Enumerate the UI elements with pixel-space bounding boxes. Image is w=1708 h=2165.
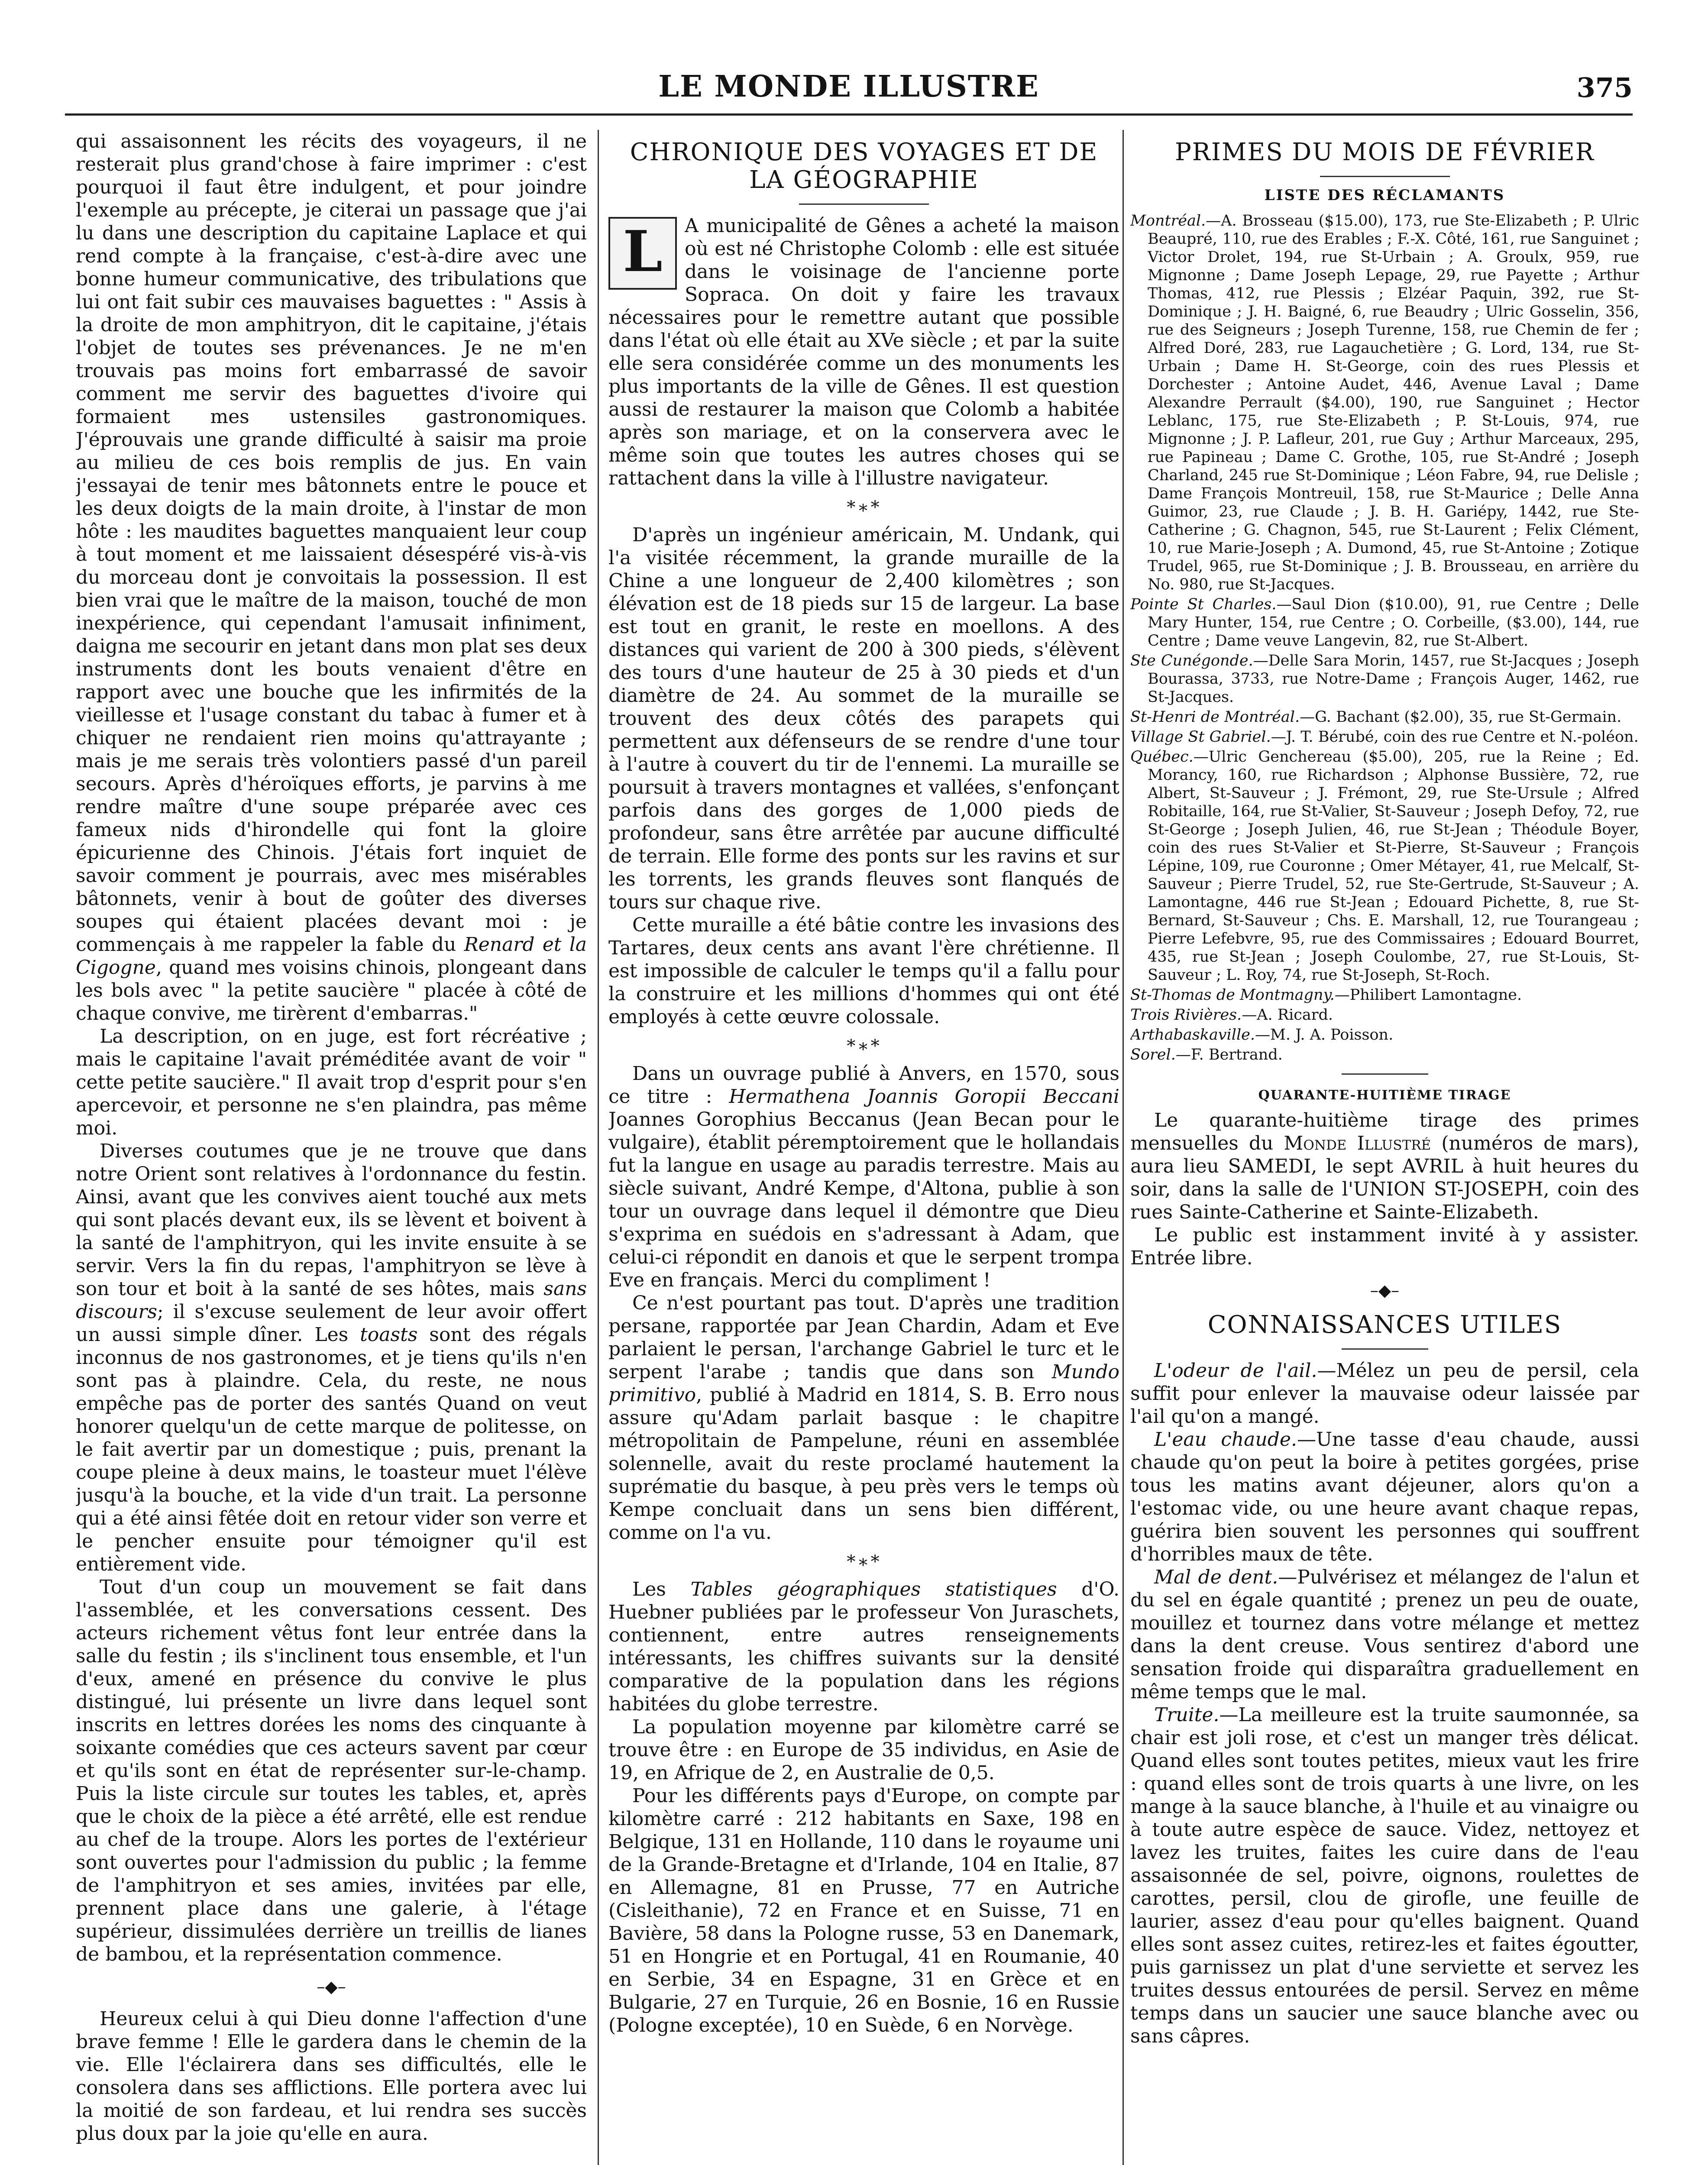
list-item: Québec.—Ulric Genchereau ($5.00), 205, rue la Reine ; Ed. Morancy, 160, rue Richardson ; Alphonse Bussière, 72, rue Albert, St-Sauveur ; J. Frémont, 29, rue Ste-Ursule ; Alfred Robitaille, 164, rue St-Valier, St-Sauveur ; Joseph Defoy, 72, rue St-George ; Joseph Julien, 46, rue St-Jean ; Théodule Boyer, coin des rues St-Valier et St-Pierre, St-Sauveur ; François Lépine, 109, rue Couronne ; Omer Métayer, 41, rue Melcalf, St-Sauveur ; Pierre Trudel, 52, rue Ste-Gertrude, St-Sauveur ; A. Lamontagne, 446 rue St-Jean ; Edouard Pichette, 8, rue St-Bernard, St-Sauveur ; Chs. E. Marshall, 12, rue Tourangeau ; Pierre Lefebvre, 95, rue des Commissaires ; Edouard Bourret, 435, rue St-Jean ; Joseph Coulombe, 27, rue St-Louis, St-Sauveur ; L. Roy, 74, rue St-Joseph, St-Roch. xyxy=(1130,748,1639,984)
page-header xyxy=(65,52,1633,113)
ornament-divider: –◆– xyxy=(317,1977,346,1996)
heading-rule xyxy=(1342,1348,1428,1350)
article-paragraph: Diverses coutumes que je ne trouve que dans notre Orient sont relatives à l'ordonnance du festin. Ainsi, avant que les convives aient touché aux mets qui sont placés devant eux, ils se lèvent et boivent à la santé de l'amphitryon, qui les invite ensuite à se servir. Vers la fin du repas, l'amphitryon se lève à son tour et boit à la santé de ses hôtes, mais sans discours; il s'excuse seulement de leur avoir offert un aussi simple dîner. Les toasts sont des régals inconnus de nos gastronomes, et je tiens qu'ils n'en sont pas à plaindre. Cela, du reste, ne nous empêche pas de porter des santés Quand on veut honorer quelqu'un de cette marque de politesse, on le fait avertir par un domestique ; puis, prenant la coupe pleine à deux mains, le toasteur muet l'élève jusqu'à la bouche, et la vide d'un trait. La personne qui a été ainsi fêtée doit en retour vider son verre et le pencher ensuite pour témoigner qu'il est entièrement vide. xyxy=(76,1140,587,1575)
list-item: Ste Cunégonde.—Delle Sara Morin, 1457, rue St-Jacques ; Joseph Bourassa, 3733, rue Notre-Dame ; François Auger, 1462, rue St-Jacques. xyxy=(1130,652,1639,706)
article-paragraph: Le quarante-huitième tirage des primes mensuelles du Monde Illustré (numéros de mars), aura lieu SAMEDI, le sept AVRIL à huit heures du soir, dans la salle de l'UNION ST-JOSEPH, coin des rues Sainte-Catherine et Sainte-Elizabeth. xyxy=(1130,1109,1639,1223)
list-item: Sorel.—F. Bertrand. xyxy=(1130,1046,1283,1063)
page-number: 375 xyxy=(1576,72,1633,103)
tip-paragraph: L'odeur de l'ail.—Mélez un peu de persil, cela suffit pour enlever la mauvaise odeur laissée par l'ail qu'on a mangé. xyxy=(1130,1360,1639,1428)
article-paragraph: A municipalité de Gênes a acheté la maison où est né Christophe Colomb : elle est située dans le voisinage de l'ancienne porte Sopraca. On doit y faire les travaux nécessaires pour le remettre autant que possible dans l'état où elle était au XVe siècle ; et par la suite elle sera considérée comme un des monuments les plus importants de la ville de Gênes. Il est question aussi de restaurer la maison que Colomb a habitée après son mariage, et on la conservera avec le même soin que toutes les autres choses qui se rattachent dans la ville à l'illustre navigateur. xyxy=(608,215,1119,489)
column-1 xyxy=(76,130,587,2165)
ornament-divider: –◆– xyxy=(1370,1281,1400,1300)
section-heading-connaissances: CONNAISSANCES UTILES xyxy=(1207,1311,1562,1339)
list-item: St-Henri de Montréal.—G. Bachant ($2.00), 35, rue St-Germain. xyxy=(1130,708,1622,726)
list-item: Pointe St Charles.—Saul Dion ($10.00), 91, rue Centre ; Delle Mary Hunter, 154, rue Centre ; O. Corbeille, ($3.00), 144, rue Centre ; Dame veuve Langevin, 82, rue St-Albert. xyxy=(1130,596,1639,650)
article-paragraph: Le public est instamment invité à y assister. Entrée libre. xyxy=(1130,1224,1639,1269)
column-rule-2 xyxy=(1122,130,1124,2165)
article-paragraph: Dans un ouvrage publié à Anvers, en 1570, sous ce titre : Hermathena Joannis Goropii Beccani Joannes Gorophius Beccanus (Jean Becan pour le vulgaire), établit péremptoirement que le hollandais fut la langue en usage au paradis terrestre. Mais au siècle suivant, André Kempe, d'Altona, publie à son tour un ouvrage dans lequel il démontre que Dieu s'exprima en suédois en s'adressant à Adam, que celui-ci répondit en danois et que le serpent trompa Eve en français. Merci du compliment ! xyxy=(608,1063,1119,1291)
article-paragraph: Pour les différents pays d'Europe, on compte par kilomètre carré : 212 habitants en Saxe, 198 en Belgique, 131 en Hollande, 110 dans le royaume uni de la Grande-Bretagne et d'Irlande, 104 en Italie, 87 en Allemagne, 81 en Prusse, 77 en Autriche (Cisleithanie), 72 en France et en Suisse, 71 en Bavière, 58 dans la Pologne russe, 53 en Danemark, 51 en Hongrie et en Portugal, 41 en Roumanie, 40 en Serbie, 34 en Espagne, 31 en Grèce et en Bulgarie, 27 en Turquie, 26 en Bosnie, 16 en Russie (Pologne exceptée), 10 en Suède, 6 en Norvège. xyxy=(608,1785,1119,2036)
article-paragraph: D'après un ingénieur américain, M. Undank, qui l'a visitée récemment, la grande muraille de la Chine a une longueur de 2,400 kilomètres ; son élévation est de 18 pieds sur 15 de largeur. La base est tout en granit, le reste en moellons. A des distances qui varient de 200 à 300 pieds, s'élèvent des tours d'une hauteur de 25 à 30 pieds et d'un diamètre de 24. Au sommet de la muraille se trouvent des deux côtés des parapets qui permettent aux défenseurs de se rendre d'une tour à l'autre à couvert du tir de l'ennemi. La muraille se poursuit à travers montagnes et vallées, s'enfonçant parfois dans des gorges de 1,000 pieds de profondeur, sans être arrêtée par aucune difficulté de terrain. Elle forme des ponts sur les ravins et sur les torrents, les grands fleuves sont flanqués de tours sur chaque rive. xyxy=(608,524,1119,913)
article-paragraph: La population moyenne par kilomètre carré se trouve être : en Europe de 35 individus, en Asie de 19, en Afrique de 2, en Australie de 0,5. xyxy=(608,1716,1119,1784)
article-paragraph: Les Tables géographiques statistiques d'O. Huebner publiées par le professeur Von Juraschets, contiennent, entre autres renseignements intéressants, les chiffres suivants sur la densité comparative de la population dans les régions habitées du globe terrestre. xyxy=(608,1578,1119,1715)
heading-rule xyxy=(1320,176,1450,177)
section-rule xyxy=(1342,1073,1428,1075)
tip-paragraph: Mal de dent.—Pulvérisez et mélangez de l'alun et du sel en égale quantité ; prenez un peu de ouate, mouillez et tournez dans votre mélange et mettez dans la dent creuse. Vous sentirez d'abord une sensation froide qui disparaîtra graduellement en même temps que le mal. xyxy=(1130,1566,1639,1703)
article-paragraph: Heureux celui à qui Dieu donne l'affection d'une brave femme ! Elle le gardera dans le chemin de la vie. Elle l'éclairera dans ses difficultés, elle le consolera dans ses afflictions. Elle portera avec lui la moitié de son fardeau, et lui rendra ses succès plus doux par la joie qu'elle en aura. xyxy=(76,2008,587,2145)
section-heading-chronique: CHRONIQUE DES VOYAGES ET DE LA GÉOGRAPHIE xyxy=(630,138,1098,194)
list-item: Montréal.—A. Brosseau ($15.00), 173, rue Ste-Elizabeth ; P. Ulric Beaupré, 110, rue des Erables ; F.-X. Côté, 161, rue Sanguinet ; Victor Drolet, 194, rue St-Urbain ; A. Groulx, 959, rue Mignonne ; Dame Joseph Lepage, 29, rue Payette ; Arthur Thomas, 412, rue Plessis ; Elzéar Paquin, 392, rue St-Dominique ; J. H. Baigné, 6, rue Beaudry ; Ulric Gosselin, 356, rue des Seigneurs ; Joseph Turenne, 158, rue Chemin de fer ; Alfred Doré, 283, rue Lagauchetière ; G. Lord, 134, rue St-Urbain ; Dame H. St-George, coin des rues Plessis et Dorchester ; Antoine Audet, 446, Avenue Laval ; Dame Alexandre Perrault ($4.00), 190, rue Sanguinet ; Hector Leblanc, 175, rue Ste-Elizabeth ; P. St-Louis, 974, rue Mignonne ; J. P. Lafleur, 201, rue Guy ; Arthur Marceaux, 295, rue Papineau ; Dame C. Grothe, 105, rue St-André ; Joseph Charland, 245 rue St-Dominique ; Léon Fabre, 94, rue Delisle ; Dame François Montreuil, 158, rue St-Maurice ; Delle Anna Guimor, 23, rue Claude ; J. B. H. Gariépy, 1442, rue Ste-Catherine ; G. Chagnon, 545, rue St-Laurent ; Felix Clément, 10, rue Marie-Joseph ; A. Dumond, 45, rue St-Antoine ; Zotique Trudel, 965, rue St-Dominique ; J. B. Brousseau, en arrière du No. 980, rue St-Jacques. xyxy=(1130,212,1639,593)
journal-title: LE MONDE ILLUSTRE xyxy=(658,69,1039,104)
subheading-reclamants: LISTE DES RÉCLAMANTS xyxy=(1264,187,1505,204)
dropcap-ornament: L xyxy=(608,217,677,290)
heading-rule xyxy=(799,204,929,205)
lead-paragraph xyxy=(608,214,1119,490)
tip-paragraph: Truite.—La meilleure est la truite saumonnée, sa chair est joli rose, et c'est un manger très délicat. Quand elles sont toutes petites, mieux vaut les frire : quand elles sont de trois quarts à une livre, on les mange à la sauce blanche, à l'huile et au vinaigre ou à toute autre espèce de sauce. Videz, nettoyez et lavez les truites, faites les cuire dans de l'eau assaisonnée de sel, poivre, oignons, roulettes de carottes, persil, clou de girofle, une feuille de laurier, assez d'eau pour qu'elles baignent. Quand elles sont assez cuites, retirez-les et faites égoutter, puis garnissez un plat d'une serviette et servez les truites dessus entourées de persil. Servez en même temps dans un saucier une sauce blanche avec ou sans câpres. xyxy=(1130,1704,1639,2047)
article-paragraph: qui assaisonnent les récits des voyageurs, il ne resterait plus grand'chose à faire imprimer : c'est pourquoi il faut être indulgent, et pour joindre l'exemple au précepte, je citerai un passage que j'ai lu dans une description du capitaine Laplace et qui rend compte à la française, c'est-à-dire avec une bonne humeur communicative, des tribulations que lui ont fait subir ces mauvaises baguettes : " Assis à la droite de mon amphitryon, dit le capitaine, j'étais l'objet de toutes ses prévenances. Je ne m'en trouvais pas moins fort embarrassé de savoir comment me servir des baguettes d'ivoire qui formaient mes ustensiles gastronomiques. J'éprouvais une grande difficulté à saisir ma proie au milieu de ces bois remplis de jus. En vain j'essayai de tenir mes bâtonnets entre le pouce et les deux doigts de la main droite, à l'instar de mon hôte : les maudites baguettes manquaient leur coup à tout moment et me laissaient désespéré vis-à-vis du morceau dont je convoitais la possession. Il est bien vrai que le maître de la maison, touché de mon inexpérience, qui cependant l'amusait infiniment, daigna me secourir en jetant dans mon plat ses deux instruments dont les bouts venaient d'être en rapport avec une bouche que les infirmités de la vieillesse et l'usage constant du tabac à fumer et à chiquer ne rendaient rien moins qu'attrayante ; mais je me serais très volontiers passé d'un pareil secours. Après d'héroïques efforts, je parvins à me rendre maître d'une soupe préparée avec ces fameux nids d'hirondelle qui font la gloire épicurienne des Chinois. J'étais fort inquiet de savoir comment je pourrais, avec mes misérables bâtonnets, venir à bout de goûter des diverses soupes qui étaient placées devant moi : je commençais à me rappeler la fable du Renard et la Cigogne, quand mes voisins chinois, plongeant dans les bols avec " la petite saucière " placée à côté de chaque convive, me tirèrent d'embarras." xyxy=(76,130,587,1024)
asterism: *∗* xyxy=(847,498,881,517)
subheading-tirage: QUARANTE-HUITIÈME TIRAGE xyxy=(1258,1088,1511,1103)
list-item: Village St Gabriel.—J. T. Bérubé, coin des rue Centre et N.-poléon. xyxy=(1130,728,1639,746)
section-heading-primes: PRIMES DU MOIS DE FÉVRIER xyxy=(1175,138,1595,166)
article-paragraph: Tout d'un coup un mouvement se fait dans l'assemblée, et les conversations cessent. Des acteurs richement vêtus font leur entrée dans la salle du festin ; ils s'inclinent tous ensemble, et l'un d'eux, amené en présence du convive le plus distingué, lui présente un livre dans lequel sont inscrits en lettres dorées les noms des cinquante à soixante comédies que ces acteurs savent par cœur et qu'ils sont en état de représenter sur-le-champ. Puis la liste circule sur toutes les tables, et, après que le choix de la pièce a été arrêté, elle est rendue au chef de la troupe. Alors les portes de l'extérieur sont ouvertes pour l'admission du public ; la femme de l'amphitryon et ses amies, invitées par elle, prennent place dans une galerie, à l'étage supérieur, dissimulées derrière un treillis de lianes de bambou, et la représentation commence. xyxy=(76,1576,587,1965)
article-paragraph: Cette muraille a été bâtie contre les invasions des Tartares, deux cents ans avant l'ère chrétienne. Il est impossible de calculer le temps qu'il a fallu pour la construire et les millions d'hommes qui ont été employés à cette œuvre colossale. xyxy=(608,914,1119,1028)
claimants-list xyxy=(1130,212,1639,1064)
column-rule-1 xyxy=(598,130,599,2165)
article-paragraph: Ce n'est pourtant pas tout. D'après une tradition persane, rapportée par Jean Chardin, Adam et Eve parlaient le persan, l'archange Gabriel le turc et le serpent l'arabe ; tandis que dans son Mundo primitivo, publié à Madrid en 1814, S. B. Erro nous assure qu'Adam parlait basque : le chapitre métropolitain de Pampelune, réuni en assemblée solennelle, avait du reste proclamé hautement la suprématie du basque, à peu près vers le temps où Kempe concluait dans un sens bien différent, comme on l'a vu. xyxy=(608,1292,1119,1544)
header-rule xyxy=(65,113,1633,116)
column-2 xyxy=(608,130,1119,2165)
list-item: Trois Rivières.—A. Ricard. xyxy=(1130,1006,1333,1024)
asterism: *∗* xyxy=(847,1036,881,1056)
list-item: St-Thomas de Montmagny.—Philibert Lamontagne. xyxy=(1130,986,1522,1004)
column-3 xyxy=(1130,130,1639,2165)
article-paragraph: La description, on en juge, est fort récréative ; mais le capitaine l'avait préméditée avant de voir " cette petite saucière." Il avait trop d'esprit pour s'en apercevoir, et personne ne s'en plaindra, pas même moi. xyxy=(76,1025,587,1139)
tip-paragraph: L'eau chaude.—Une tasse d'eau chaude, aussi chaude qu'on peut la boire à petites gorgées, prise tous les matins avant déjeuner, alors qu'on a l'estomac vide, ou une heure avant chaque repas, guérira bien souvent les personnes qui souffrent d'horribles maux de tête. xyxy=(1130,1428,1639,1565)
asterism: *∗* xyxy=(847,1552,881,1572)
list-item: Arthabaskaville.—M. J. A. Poisson. xyxy=(1130,1026,1394,1044)
